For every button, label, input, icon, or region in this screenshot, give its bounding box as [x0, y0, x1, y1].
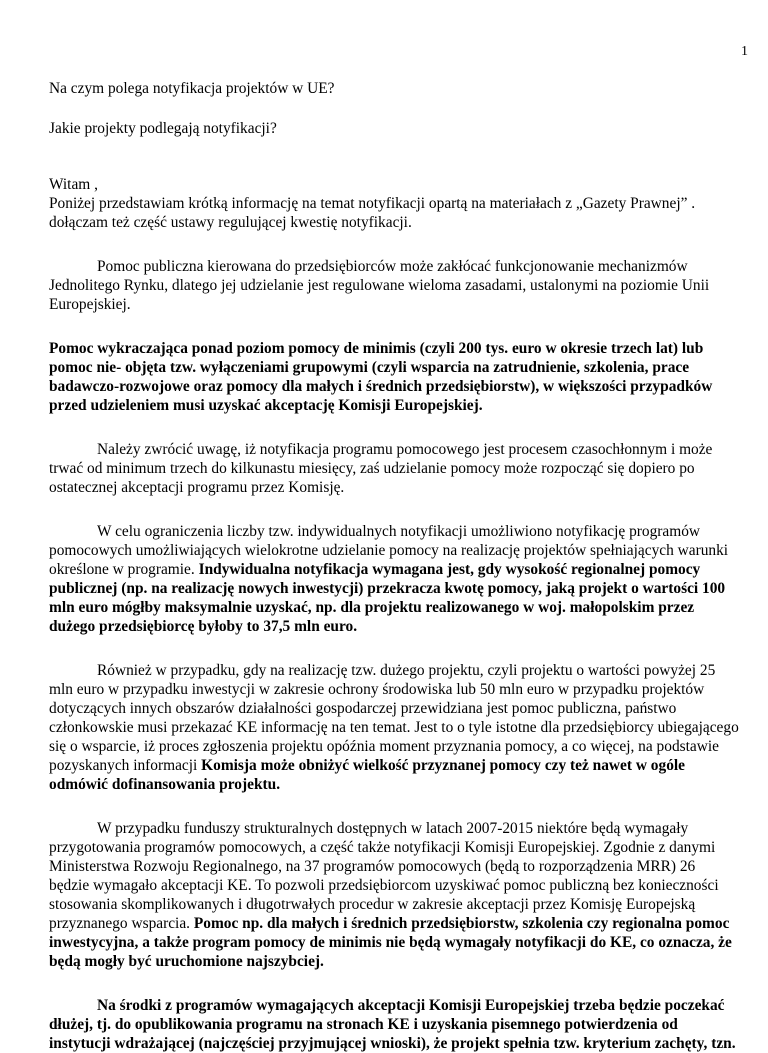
paragraph-4-text: W celu ograniczenia liczby tzw. indywidualnych notyfikacji umożliwiono notyfikację programów pomocowych umożliwiających wielokrotne udzielanie pomocy na realizację projektów spełniających warunki określone w programie.: [49, 523, 729, 578]
paragraph-7: Na środki z programów wymagających akceptacji Komisji Europejskiej trzeba będzie poczekać dłużej, tj. do opublikowania programu na stronach KE i uzyskania pisemnego potwierdzenia od instytucji wdrażającej (najczęściej przyjmującej wnioski), że projekt spełnia tzw. kryterium zachęty, tzn.: [49, 997, 736, 1052]
question-1: Na czym polega notyfikacja projektów w UE?: [49, 80, 335, 97]
page-number: 1: [741, 44, 748, 59]
intro-line-2: dołączam też część ustawy regulującej kwestię notyfikacji.: [49, 214, 412, 231]
paragraph-6-bold: Pomoc np. dla małych i średnich przedsiębiorstw, szkolenia czy regionalna pomoc inwestycyjna, a także program pomocy de minimis nie będą wymagały notyfikacji do KE, co oznacza, że będą mogły być uruchomione najszybciej.: [49, 915, 732, 970]
question-2: Jakie projekty podlegają notyfikacji?: [49, 120, 277, 137]
greeting-line: Witam ,: [49, 176, 98, 193]
paragraph-5-bold: Komisja może obniżyć wielkość przyznanej pomocy czy też nawet w ogóle odmówić dofinansowania projektu.: [49, 757, 685, 793]
paragraph-5-text: Również w przypadku, gdy na realizację tzw. dużego projektu, czyli projektu o wartości powyżej 25 mln euro w przypadku inwestycji w zakresie ochrony środowiska lub 50 mln euro w przypadku projektów dotyczących innych obszarów działalności gospodarczej przewidziana jest pomoc publiczna, państwo członkowskie musi przekazać KE informację na ten temat. Jest to o tyle istotne dla przedsiębiorcy ubiegającego się o wsparcie, iż proces zgłoszenia projektu opóźnia moment przyznania pomocy, a co więcej, na podstawie pozyskanych informacji: [49, 662, 739, 774]
intro-line: Poniżej przedstawiam krótką informację na temat notyfikacji opartą na materiałach z „Gazety Prawnej” .: [49, 195, 696, 212]
document-body: [49, 79, 739, 1053]
paragraph-5: [49, 661, 739, 794]
paragraph-3: Należy zwrócić uwagę, iż notyfikacja programu pomocowego jest procesem czasochłonnym i może trwać od minimum trzech do kilkunastu miesięcy, zaś udzielanie pomocy może rozpocząć się dopiero po ostatecznej akceptacji programu przez Komisję.: [49, 441, 713, 496]
paragraph-2: Pomoc wykraczająca ponad poziom pomocy de minimis (czyli 200 tys. euro w okresie trzech lat) lub pomoc nie- objęta tzw. wyłączeniami grupowymi (czyli wsparcia na zatrudnienie, szkolenia, prace badawczo-rozwojowe oraz pomocy dla małych i średnich przedsiębiorstw), w większości przypadków przed udzieleniem musi uzyskać akceptację Komisji Europejskiej.: [49, 340, 713, 414]
greeting-block: [49, 175, 739, 232]
paragraph-6-text: W przypadku funduszy strukturalnych dostępnych w latach 2007-2015 niektóre będą wymagały przygotowania programów pomocowych, a część także notyfikacji Komisji Europejskiej. Zgodnie z danymi Ministerstwa Rozwoju Regionalnego, na 37 programów pomocowych (będą to rozporządzenia MRR) 26 będzie wymagało akceptacji KE. To pozwoli przedsiębiorcom uzyskiwać pomoc publiczną bez konieczności stosowania skomplikowanych i długotrwałych procedur w zakresie akceptacji przez Komisję Europejską przyznanego wsparcia.: [49, 820, 719, 932]
paragraph-4: [49, 522, 739, 636]
paragraph-4-bold: Indywidualna notyfikacja wymagana jest, gdy wysokość regionalnej pomocy publicznej (np. na realizację nowych inwestycji) przekracza kwotę pomocy, jaką projekt o wartości 100 mln euro mógłby maksymalnie uzyskać, np. dla projektu realizowanego w woj. małopolskim przez dużego przedsiębiorcę byłoby to 37,5 mln euro.: [49, 561, 726, 635]
paragraph-1: Pomoc publiczna kierowana do przedsiębiorców może zakłócać funkcjonowanie mechanizmów Jednolitego Rynku, dlatego jej udzielanie jest regulowane wieloma zasadami, ustalonymi na poziomie Unii Europejskiej.: [49, 258, 710, 313]
paragraph-6: [49, 819, 739, 971]
